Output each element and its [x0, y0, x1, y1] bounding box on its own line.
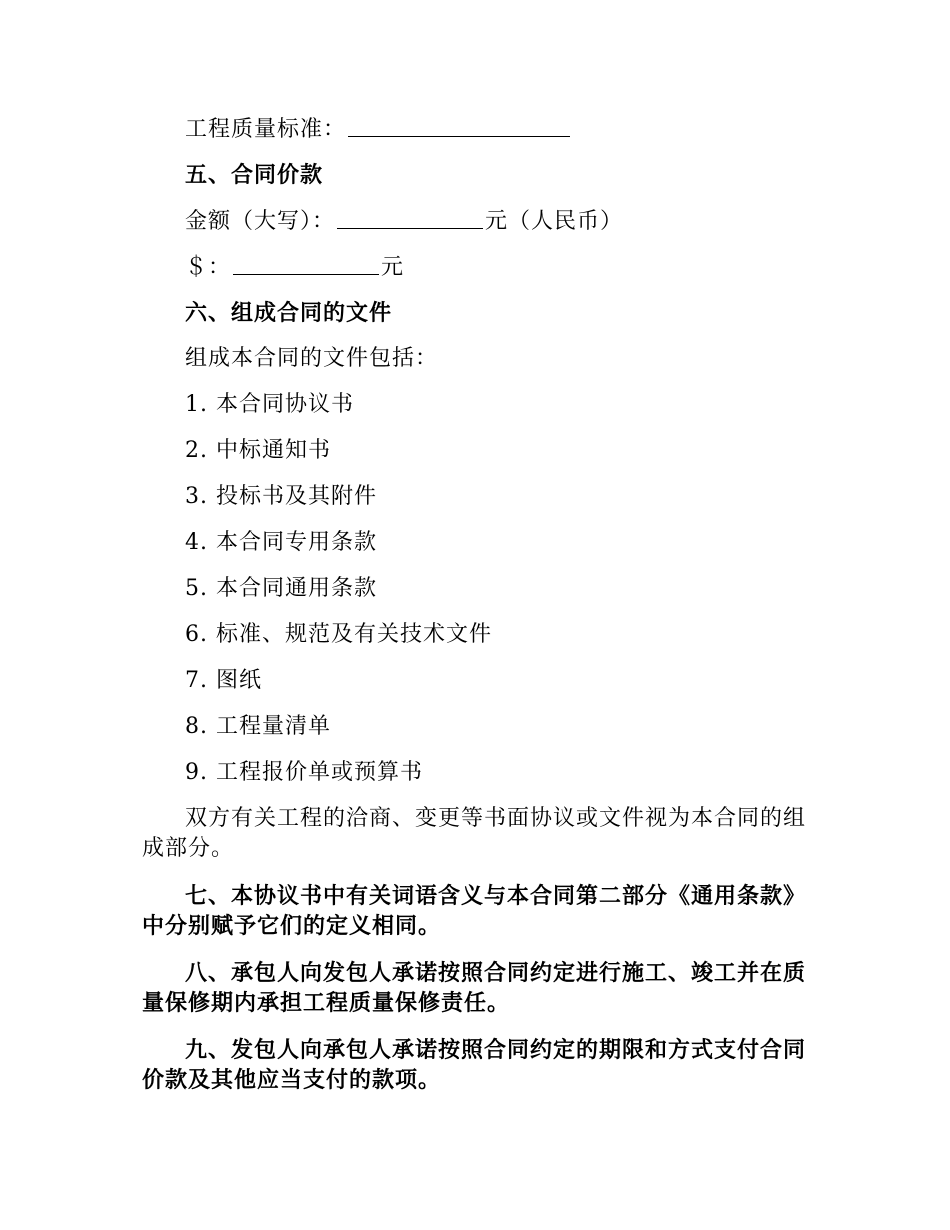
- section9-text: 九、发包人向承包人承诺按照合同约定的期限和方式支付合同价款及其他应当支付的款项。: [142, 1037, 807, 1093]
- section7-text: 七、本协议书中有关词语含义与本合同第二部分《通用条款》中分别赋予它们的定义相同。: [142, 883, 807, 939]
- list-item: 2. 中标通知书: [185, 438, 331, 463]
- list-item: 9. 工程报价单或预算书: [185, 760, 423, 785]
- list-item: 4. 本合同专用条款: [185, 530, 377, 555]
- section5-heading: 五、合同价款: [185, 162, 324, 188]
- quality-standard-line: [185, 114, 572, 145]
- list-item: 3. 投标书及其附件: [185, 484, 377, 509]
- quality-standard-label: 工程质量标准：: [185, 117, 347, 142]
- section6-heading: 六、组成合同的文件: [185, 300, 393, 326]
- amount-blank: [337, 206, 483, 229]
- list-item: 8. 工程量清单: [185, 714, 331, 739]
- usd-label: ＄：: [185, 255, 232, 280]
- amount-suffix: 元（人民币）: [485, 209, 624, 234]
- section6-intro: 组成本合同的文件包括：: [185, 346, 439, 371]
- section8-text: 八、承包人向发包人承诺按照合同约定进行施工、竣工并在质量保修期内承担工程质量保修责任。: [142, 960, 807, 1016]
- amount-label: 金额（大写）：: [185, 209, 336, 234]
- list-item: 5. 本合同通用条款: [185, 576, 377, 601]
- usd-line: [185, 252, 404, 283]
- quality-standard-blank: [348, 114, 570, 137]
- amount-line: [185, 206, 623, 237]
- section6-closing: 双方有关工程的洽商、变更等书面协议或文件视为本合同的组成部分。: [142, 806, 807, 861]
- list-item: 1. 本合同协议书: [185, 392, 354, 417]
- usd-suffix: 元: [381, 255, 405, 280]
- usd-blank: [233, 252, 379, 275]
- list-item: 7. 图纸: [185, 668, 262, 693]
- list-item: 6. 标准、规范及有关技术文件: [185, 622, 492, 647]
